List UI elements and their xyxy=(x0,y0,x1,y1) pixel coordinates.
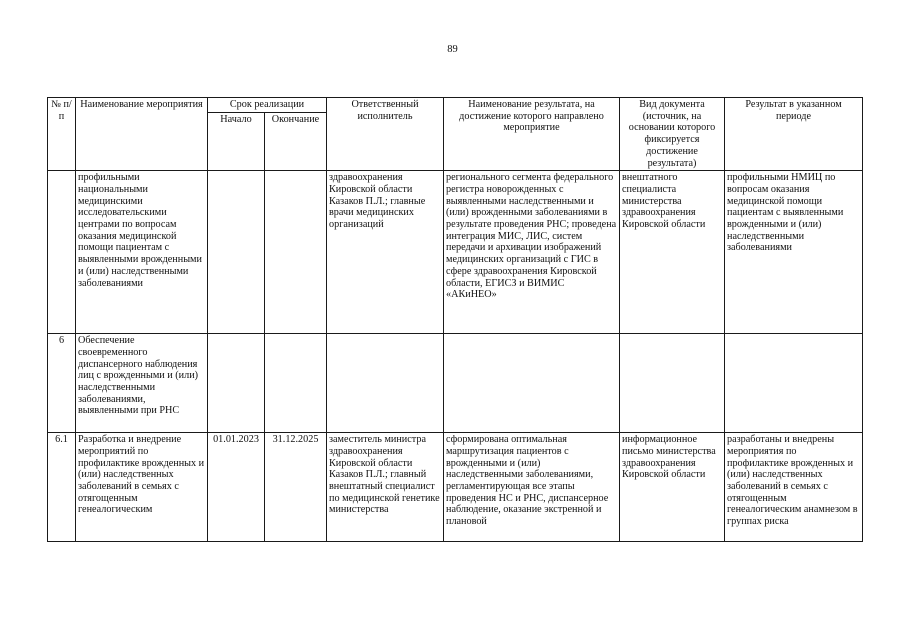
row-start xyxy=(208,171,265,334)
row-start: 01.01.2023 xyxy=(208,433,265,542)
row-result-period: профильными НМИЦ по вопросам оказания медицинской помощи пациентам с выявленными врожденными и (или) наследственными заболеваниями xyxy=(725,171,863,334)
row-result-period xyxy=(725,334,863,433)
row-doc-type: внештатного специалиста министерства здравоохранения Кировской области xyxy=(620,171,725,334)
header-doc-type: Вид документа (источник, на основании которого фиксируется достижение результата) xyxy=(620,98,725,171)
row-name: Обеспечение своевременного диспансерного наблюдения лиц с врожденными и (или) наследственными заболеваниями, выявленными при РНС xyxy=(76,334,208,433)
row-result-name: регионального сегмента федерального регистра новорожденных с выявленными наследственными и (или) врожденными заболеваниями в результате проведения РНС; проведена интеграция МИС, ЛИС, систем передачи и архивации изображений медицинских организаций с ГИС в сфере здравоохранения Кировской области, ЕГИСЗ и ВИМИС «АКиНЕО» xyxy=(444,171,620,334)
row-num: 6 xyxy=(48,334,76,433)
row-doc-type xyxy=(620,334,725,433)
measures-table xyxy=(47,97,863,542)
table-row xyxy=(48,334,863,433)
row-num xyxy=(48,171,76,334)
row-num: 6.1 xyxy=(48,433,76,542)
table-row xyxy=(48,171,863,334)
page-number: 89 xyxy=(447,44,458,55)
row-responsible: заместитель министра здравоохранения Кировской области Казаков П.Л.; главный внештатный специалист по медицинской генетике министерства xyxy=(327,433,444,542)
row-start xyxy=(208,334,265,433)
row-result-name xyxy=(444,334,620,433)
header-row xyxy=(48,98,863,113)
row-end: 31.12.2025 xyxy=(265,433,327,542)
header-result-period: Результат в указанном периоде xyxy=(725,98,863,171)
row-responsible xyxy=(327,334,444,433)
row-doc-type: информационное письмо министерства здравоохранения Кировской области xyxy=(620,433,725,542)
header-end: Окончание xyxy=(265,113,327,171)
header-name: Наименование мероприятия xyxy=(76,98,208,171)
row-name: профильными национальными медицинскими исследовательскими центрами по вопросам оказания медицинской помощи пациентам с выявленными врожденными и (или) наследственными заболеваниями xyxy=(76,171,208,334)
header-responsible: Ответственный исполнитель xyxy=(327,98,444,171)
row-result-name: сформирована оптимальная маршрутизация пациентов с врожденными и (или) наследственными заболеваниями, регламентирующая все этапы проведения НС и РНС, диспансерное наблюдение, оказание экстренной и плановой xyxy=(444,433,620,542)
row-name: Разработка и внедрение мероприятий по профилактике врожденных и (или) наследственных заболеваний в семьях с отягощенным генеалогическим xyxy=(76,433,208,542)
header-result-name: Наименование результата, на достижение которого направлено мероприятие xyxy=(444,98,620,171)
table-row xyxy=(48,433,863,542)
row-result-period: разработаны и внедрены мероприятия по профилактике врожденных и (или) наследственных заболеваний в семьях с отягощенным генеалогическим анамнезом в группах риска xyxy=(725,433,863,542)
header-num: № п/п xyxy=(48,98,76,171)
row-end xyxy=(265,171,327,334)
row-responsible: здравоохранения Кировской области Казаков П.Л.; главные врачи медицинских организаций xyxy=(327,171,444,334)
header-period: Срок реализации xyxy=(208,98,327,113)
header-start: Начало xyxy=(208,113,265,171)
row-end xyxy=(265,334,327,433)
